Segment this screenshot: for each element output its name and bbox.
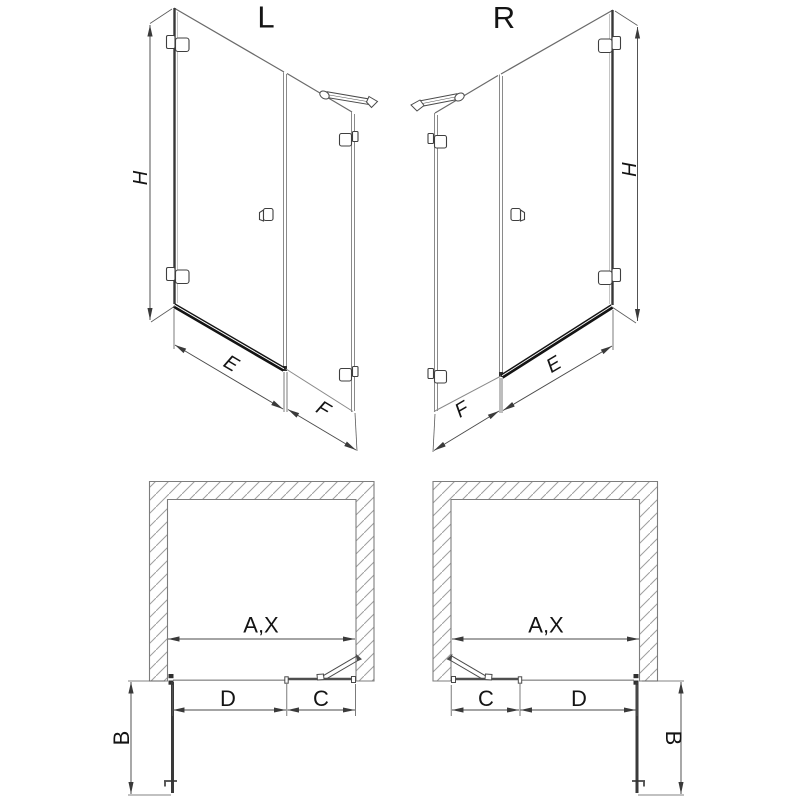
- wall-hatching: [433, 482, 658, 682]
- panel-junction: [518, 677, 521, 683]
- door-handle: [260, 209, 274, 222]
- door-hinge-top: [599, 37, 621, 53]
- label-opening-width: A,X: [528, 612, 564, 638]
- front-view-left: [130, 0, 378, 451]
- dimension-opening-width: [168, 613, 355, 640]
- label-height: H: [617, 161, 639, 177]
- fixed-panel: [434, 76, 501, 413]
- label-fixed-width: F: [312, 396, 334, 422]
- plan-view-right: [433, 482, 686, 796]
- panel-junction: [285, 677, 288, 683]
- fixed-panel: [286, 74, 355, 413]
- wall-bracket-bottom: [340, 367, 359, 382]
- label-door-swing: B: [661, 730, 686, 746]
- door-handle: [511, 209, 525, 222]
- label-door-width: E: [542, 351, 566, 378]
- label-fixed: C: [478, 686, 494, 711]
- dimension-fixed-width: [433, 378, 500, 452]
- door-panel: [499, 10, 613, 377]
- label-door: D: [220, 686, 236, 711]
- door-hinge-bottom: [167, 268, 190, 284]
- dimension-door-swing: [638, 681, 686, 795]
- door-handle-plan: [164, 781, 177, 787]
- wall-bracket-top: [428, 134, 447, 149]
- plan-view-left: [109, 482, 374, 796]
- dimension-fixed-width: [287, 372, 357, 451]
- support-bar: [318, 89, 377, 107]
- label-fixed-width: F: [451, 397, 473, 423]
- dimension-door-swing: [109, 681, 171, 795]
- label-door: D: [571, 686, 587, 711]
- variant-label-left: L: [257, 0, 275, 35]
- door-hinge-bottom: [599, 269, 621, 285]
- support-bar: [411, 91, 466, 111]
- dimension-fixed: [451, 684, 520, 716]
- wall-bracket-bottom: [428, 369, 447, 384]
- dimension-opening-width: [452, 613, 639, 640]
- wall-bracket-top: [340, 132, 359, 147]
- dimension-door-width: [502, 310, 613, 413]
- wall-glass-anchor: [352, 677, 356, 683]
- variant-label-right: R: [492, 0, 516, 35]
- label-door-width: E: [219, 350, 243, 377]
- label-opening-width: A,X: [243, 612, 279, 638]
- label-height: H: [130, 170, 152, 186]
- front-view-right: [411, 0, 639, 452]
- dimension-fixed: [288, 686, 356, 711]
- dimension-door: [521, 685, 638, 716]
- label-fixed: C: [313, 686, 329, 711]
- wall-glass-anchor: [452, 677, 456, 683]
- door-hinge-top: [167, 36, 190, 52]
- wall-hatching: [150, 482, 375, 682]
- label-door-swing: B: [109, 730, 134, 746]
